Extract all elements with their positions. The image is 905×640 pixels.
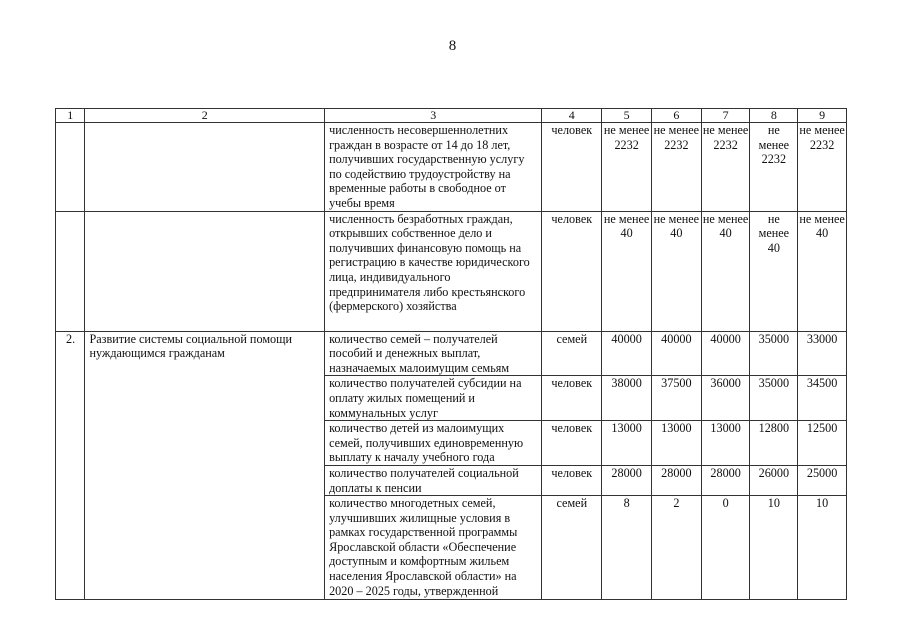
column-header: 7 xyxy=(701,109,750,123)
indicator-value: 40000 xyxy=(652,331,702,376)
column-header: 9 xyxy=(798,109,847,123)
row-number: 2. xyxy=(56,331,85,600)
indicator-value: 25000 xyxy=(798,465,847,495)
indicator-value: не менее 40 xyxy=(652,211,702,331)
indicator-value: 35000 xyxy=(750,331,798,376)
indicator-value: 26000 xyxy=(750,465,798,495)
indicator-value: 2 xyxy=(652,496,702,600)
indicator-value: 28000 xyxy=(652,465,702,495)
indicator-value: 34500 xyxy=(798,376,847,421)
indicator-value: 13000 xyxy=(652,421,702,466)
indicator-value: не менее 2232 xyxy=(750,123,798,212)
column-header: 6 xyxy=(652,109,702,123)
unit-of-measure: человек xyxy=(542,123,602,212)
column-header: 1 xyxy=(56,109,85,123)
indicator-value: 13000 xyxy=(701,421,750,466)
indicator-name: численность несовершеннолетних граждан в возрасте от 14 до 18 лет, получивших государственную услугу по содействию трудоустройству на временные работы в свободное от учебы время xyxy=(325,123,542,212)
column-header: 2 xyxy=(85,109,325,123)
row-number xyxy=(56,211,85,331)
indicator-name: количество получателей субсидии на оплату жилых помещений и коммунальных услуг xyxy=(325,376,542,421)
indicator-name: количество получателей социальной доплаты к пенсии xyxy=(325,465,542,495)
unit-of-measure: человек xyxy=(542,421,602,466)
unit-of-measure: семей xyxy=(542,496,602,600)
column-header: 3 xyxy=(325,109,542,123)
indicator-value: не менее 40 xyxy=(798,211,847,331)
indicator-value: 35000 xyxy=(750,376,798,421)
activity-name xyxy=(85,123,325,212)
indicator-value: 28000 xyxy=(602,465,652,495)
indicator-name: количество семей – получателей пособий и денежных выплат, назначаемых малоимущим семьям xyxy=(325,331,542,376)
table-row xyxy=(56,331,847,376)
indicator-value: 13000 xyxy=(602,421,652,466)
indicator-value: 10 xyxy=(798,496,847,600)
indicators-table xyxy=(55,108,847,600)
table-header-row xyxy=(56,109,847,123)
indicator-value: не менее 40 xyxy=(701,211,750,331)
indicator-value: не менее 2232 xyxy=(652,123,702,212)
indicator-value: 0 xyxy=(701,496,750,600)
table-row xyxy=(56,211,847,331)
table-row xyxy=(56,123,847,212)
row-number xyxy=(56,123,85,212)
indicator-value: не менее 2232 xyxy=(798,123,847,212)
indicator-name: численность безработных граждан, открывших собственное дело и получивших финансовую помощь на регистрацию в качестве юридического лица, индивидуального предпринимателя либо крестьянского (фермерского) хозяйства xyxy=(325,211,542,331)
page-number: 8 xyxy=(448,38,457,54)
indicator-value: 12500 xyxy=(798,421,847,466)
activity-name xyxy=(85,211,325,331)
indicator-value: 28000 xyxy=(701,465,750,495)
indicator-name: количество многодетных семей, улучшивших жилищные условия в рамках государственной программы Ярославской области «Обеспечение доступным и комфортным жильем населения Ярославской области» на 2020 – 2025 годы, утвержденной xyxy=(325,496,542,600)
unit-of-measure: человек xyxy=(542,465,602,495)
indicator-value: 38000 xyxy=(602,376,652,421)
activity-name: Развитие системы социальной помощи нуждающимся гражданам xyxy=(85,331,325,600)
column-header: 4 xyxy=(542,109,602,123)
indicator-value: 40000 xyxy=(701,331,750,376)
unit-of-measure: человек xyxy=(542,211,602,331)
indicator-name: количество детей из малоимущих семей, получивших единовременную выплату к началу учебного года xyxy=(325,421,542,466)
indicator-value: 37500 xyxy=(652,376,702,421)
indicator-value: не менее 2232 xyxy=(701,123,750,212)
indicator-value: 10 xyxy=(750,496,798,600)
indicator-value: 36000 xyxy=(701,376,750,421)
column-header: 8 xyxy=(750,109,798,123)
indicator-value: 40000 xyxy=(602,331,652,376)
unit-of-measure: человек xyxy=(542,376,602,421)
indicator-value: не менее 40 xyxy=(750,211,798,331)
indicator-value: 33000 xyxy=(798,331,847,376)
indicator-value: не менее 40 xyxy=(602,211,652,331)
indicator-value: 12800 xyxy=(750,421,798,466)
unit-of-measure: семей xyxy=(542,331,602,376)
indicator-value: не менее 2232 xyxy=(602,123,652,212)
column-header: 5 xyxy=(602,109,652,123)
indicator-value: 8 xyxy=(602,496,652,600)
